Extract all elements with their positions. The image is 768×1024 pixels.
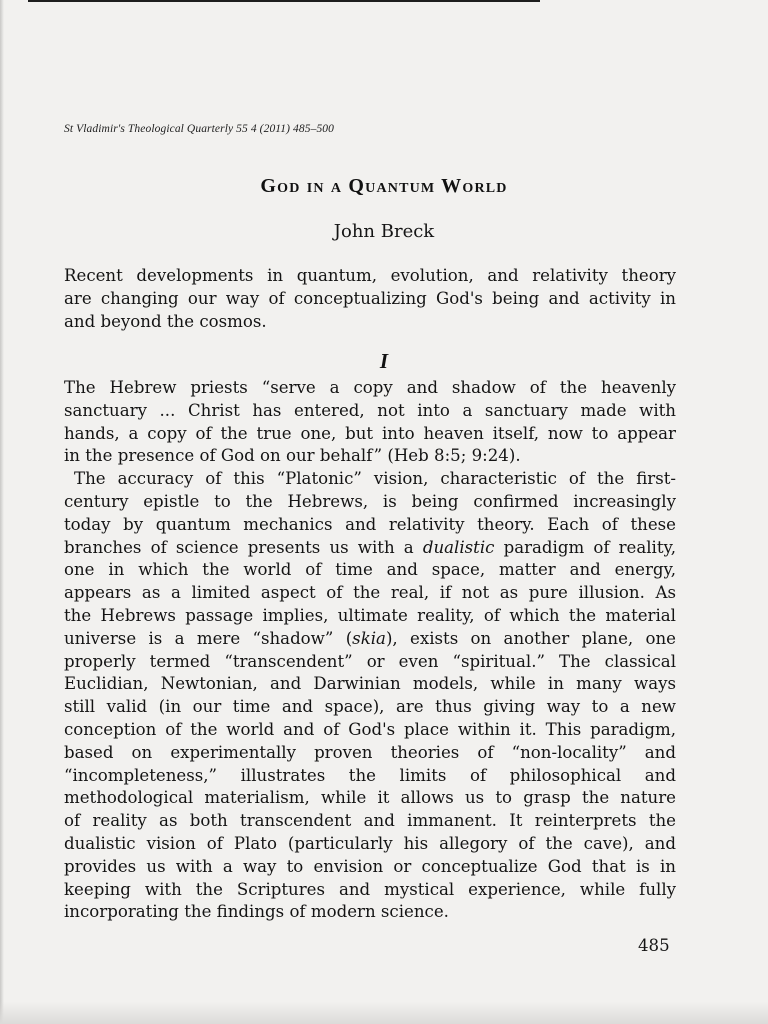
paragraph-line: the Hebrews passage implies, ultimate reality, of which the material — [64, 605, 676, 625]
paragraph-line: appears as a limited aspect of the real, if not as pure illusion. As — [64, 583, 676, 603]
page-edge-shadow — [0, 0, 4, 1024]
text-run: branches of science presents us with a — [64, 537, 423, 557]
text-run: universe is a mere “shadow” ( — [64, 628, 353, 648]
top-rule — [28, 0, 540, 2]
abstract-line: are changing our way of conceptualizing God's being and activity in — [64, 289, 676, 308]
journal-citation: St Vladimir's Theological Quarterly 55 4 (2011) 485–500 — [64, 123, 334, 135]
paragraph-line: The accuracy of this “Platonic” vision, characteristic of the first- — [74, 469, 676, 489]
emphasized-text: skia — [352, 628, 386, 648]
paragraph-line: The Hebrew priests “serve a copy and shadow of the heavenly — [64, 378, 676, 397]
paragraph-line — [64, 628, 676, 651]
paragraph-line: conception of the world and of God's place within it. This paradigm, — [64, 719, 676, 739]
section-numeral: I — [379, 349, 389, 373]
text-run: ), exists on another plane, one — [385, 628, 676, 648]
text-run: paradigm of reality, — [494, 537, 676, 557]
abstract-line: and beyond the cosmos. — [64, 312, 267, 331]
paragraph-line: keeping with the Scriptures and mystical experience, while fully — [64, 879, 676, 899]
page-bottom-shadow — [0, 1002, 768, 1024]
emphasized-text: dualistic — [422, 537, 495, 557]
paragraph-line: provides us with a way to envision or conceptualize God that is in — [64, 856, 676, 876]
paragraph-line: century epistle to the Hebrews, is being confirmed increasingly — [64, 491, 676, 511]
page-number: 485 — [638, 936, 670, 955]
body-text — [64, 377, 676, 924]
abstract-line: Recent developments in quantum, evolution, and relativity theory — [64, 266, 676, 285]
article-title: God in a Quantum World — [260, 175, 508, 197]
abstract — [64, 264, 676, 333]
paragraph-line: dualistic vision of Plato (particularly his allegory of the cave), and — [64, 833, 676, 853]
paragraph-line: in the presence of God on our behalf” (Heb 8:5; 9:24). — [64, 446, 521, 466]
paragraph-line: still valid (in our time and space), are thus giving way to a new — [64, 697, 676, 717]
paragraph-line: today by quantum mechanics and relativity theory. Each of these — [64, 514, 676, 534]
paragraph-line: sanctuary ... Christ has entered, not into a sanctuary made with — [64, 400, 676, 420]
paragraph-line — [64, 537, 676, 560]
paragraph-line: one in which the world of time and space, matter and energy, — [64, 560, 676, 580]
paragraph-line: based on experimentally proven theories of “non-locality” and — [64, 742, 676, 762]
paragraph-line: hands, a copy of the true one, but into heaven itself, now to appear — [64, 423, 676, 443]
paragraph-line: incorporating the findings of modern science. — [64, 902, 449, 922]
paragraph-line: methodological materialism, while it allows us to grasp the nature — [64, 788, 676, 808]
paragraph-line: properly termed “transcendent” or even “spiritual.” The classical — [64, 651, 676, 671]
paragraph-line: of reality as both transcendent and immanent. It reinterprets the — [64, 811, 676, 831]
paragraph-line: “incompleteness,” illustrates the limits of philosophical and — [64, 765, 676, 785]
article-author: John Breck — [333, 221, 435, 242]
paragraph-line: Euclidian, Newtonian, and Darwinian models, while in many ways — [64, 674, 676, 694]
